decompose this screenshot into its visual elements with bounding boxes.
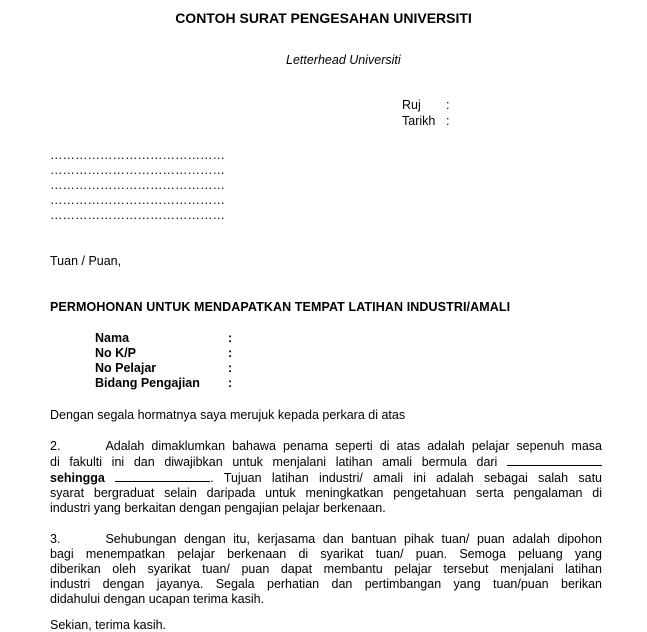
paragraph-line bbox=[50, 501, 602, 516]
field-label-student-number: No Pelajar bbox=[95, 361, 157, 375]
paragraph-text: Sehubungan dengan itu, kerjasama dan bantuan pihak tuan/ puan adalah dipohon bbox=[105, 532, 602, 546]
paragraph-3 bbox=[50, 532, 602, 607]
paragraph-line bbox=[50, 547, 602, 562]
paragraph-text: Adalah dimaklumkan bahawa penama seperti di atas adalah pelajar sepenuh masa bbox=[105, 439, 602, 453]
paragraph-text: industri dengan jayanya. Segala perhatian dan pertimbangan yang tuan/puan berikan bbox=[50, 577, 602, 591]
field-label-name: Nama bbox=[95, 331, 130, 345]
paragraph-line bbox=[50, 454, 602, 470]
paragraph-text: di fakulti ini dan diwajibkan untuk menjalani latihan amali bermula dari bbox=[50, 455, 498, 469]
paragraph-number: 3. bbox=[50, 532, 61, 546]
date-colon: : bbox=[446, 114, 450, 128]
field-label-ic-number: No K/P bbox=[95, 346, 136, 360]
address-line: …………………………………… bbox=[50, 163, 225, 177]
field-colon: : bbox=[228, 361, 233, 375]
opening-sentence: Dengan segala hormatnya saya merujuk kepada perkara di atas bbox=[50, 408, 406, 422]
address-line: …………………………………… bbox=[50, 148, 225, 162]
paragraph-text: diberikan oleh syarikat tuan/ puan dapat membantu pelajar tersebut menjalani latihan bbox=[50, 562, 602, 576]
reference-label: Ruj bbox=[402, 98, 421, 112]
field-label-field-of-study: Bidang Pengajian bbox=[95, 376, 200, 390]
field-colon: : bbox=[228, 376, 233, 390]
paragraph-line bbox=[50, 562, 602, 577]
reference-colon: : bbox=[446, 98, 450, 112]
paragraph-2 bbox=[50, 439, 602, 516]
paragraph-text: . Tujuan latihan industri/ amali ini adalah sebagai salah satu bbox=[210, 471, 602, 485]
paragraph-line bbox=[50, 439, 602, 454]
salutation: Tuan / Puan, bbox=[50, 254, 122, 268]
field-colon: : bbox=[228, 331, 233, 345]
page-title: CONTOH SURAT PENGESAHAN UNIVERSITI bbox=[175, 10, 472, 26]
paragraph-line bbox=[50, 486, 602, 501]
paragraph-line bbox=[50, 577, 602, 592]
paragraph-text: bagi menempatkan pelajar berkenaan di syarikat tuan/ puan. Semoga peluang yang bbox=[50, 547, 602, 561]
paragraph-text: industri yang berkaitan dengan pengajian pelajar berkenaan. bbox=[50, 501, 386, 515]
paragraph-bold-text: sehingga bbox=[50, 471, 105, 485]
subject-heading: PERMOHONAN UNTUK MENDAPATKAN TEMPAT LATIHAN INDUSTRI/AMALI bbox=[50, 300, 511, 314]
paragraph-line bbox=[50, 532, 602, 547]
closing-line: Sekian, terima kasih. bbox=[50, 618, 167, 632]
address-line: …………………………………… bbox=[50, 208, 225, 222]
date-blank bbox=[507, 454, 602, 466]
paragraph-text: didahului dengan ucapan terima kasih. bbox=[50, 592, 265, 606]
paragraph-text: syarat bergraduat selain daripada untuk meningkatkan pengetahuan serta pengalaman di bbox=[50, 486, 602, 500]
address-line: …………………………………… bbox=[50, 193, 225, 207]
date-blank bbox=[115, 470, 210, 482]
address-line: …………………………………… bbox=[50, 178, 225, 192]
paragraph-line bbox=[50, 592, 602, 607]
paragraph-line bbox=[50, 470, 602, 486]
date-label: Tarikh bbox=[402, 114, 436, 128]
letterhead-placeholder: Letterhead Universiti bbox=[286, 53, 401, 67]
paragraph-number: 2. bbox=[50, 439, 61, 453]
field-colon: : bbox=[228, 346, 233, 360]
